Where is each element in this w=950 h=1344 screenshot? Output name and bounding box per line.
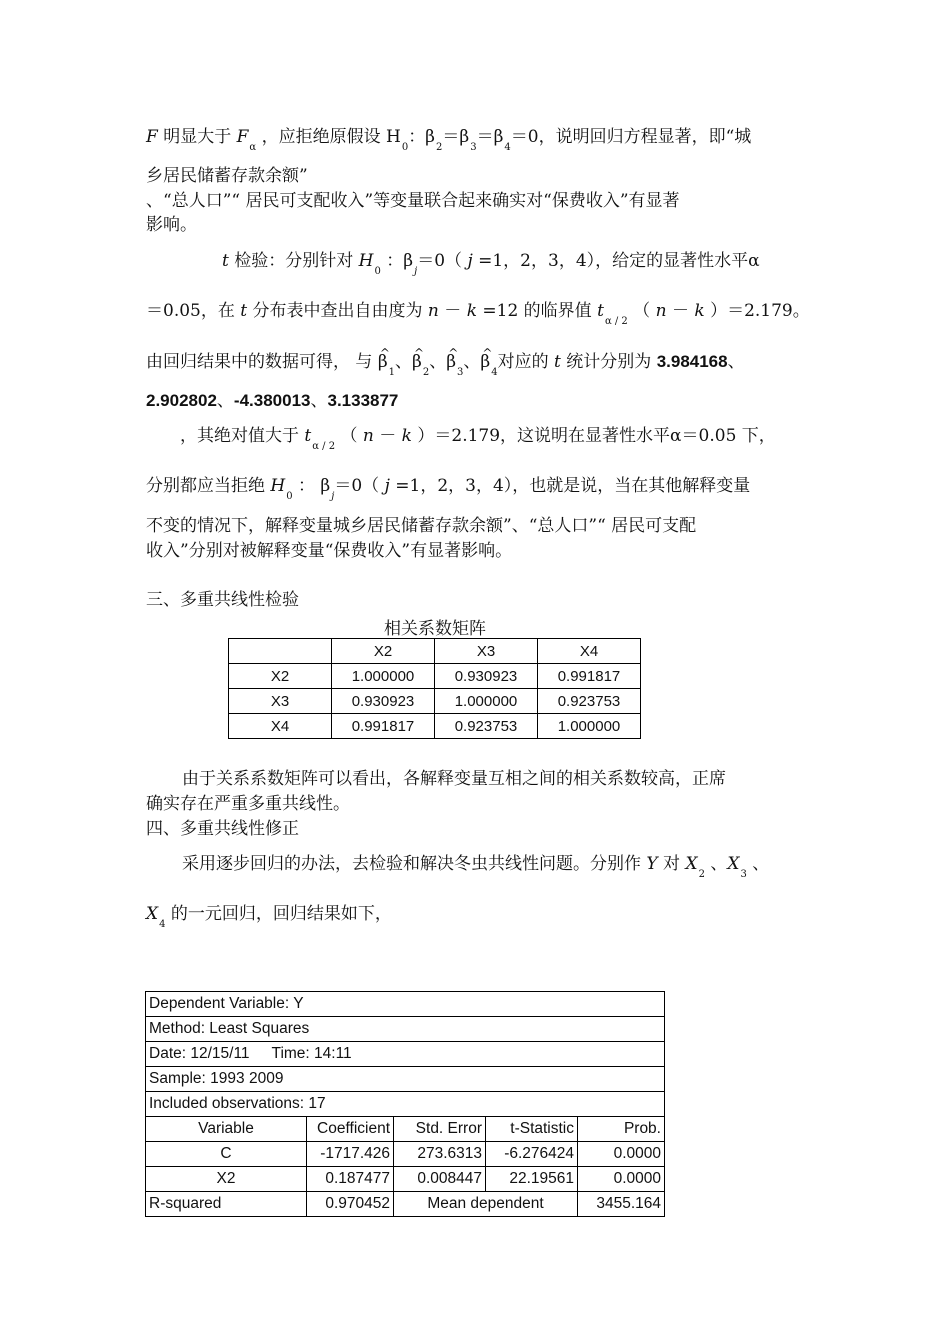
table-cell: 0.991817 [538,664,641,689]
para2-line2: ＝0.05，在 t 分布表中查出自由度为 n － k =12 的临界值 $t_{\alpha / 2}$ （ n － k ）＝2.179。 [146,301,810,327]
para2-line3: 由回归结果中的数据可得， 与 ^ $\beta_1$、^ $\beta_2$、^ $\beta_3$、^ $\beta_4$对应的 t 统计分别为 3.984168、 [146,351,810,384]
table-cell: X2 [229,664,332,689]
table-row [146,1142,665,1167]
para1-line4: 影响。 [146,215,197,235]
sample-cell: Sample: 1993 2009 [146,1067,665,1092]
table-header-row [229,639,641,664]
section3-para-line2: 确实存在严重多重共线性。 [146,794,350,814]
header-cell: Coefficient [307,1117,394,1142]
table-cell: 0.187477 [307,1167,394,1192]
para1-line1: F 明显大于 $F_\alpha$ ，应拒绝原假设 $H_0$：$\beta_2=\beta_3=\beta_4=0$，说明回归方程显著，即“城 [146,127,752,153]
header-cell: t-Statistic [486,1117,578,1142]
table-cell: -6.276424 [486,1142,578,1167]
para2-line1: t 检验：分别针对 $H_0$ ：$\beta_j=0$（ j =1，2，3，4），给定的显著性水平α [222,251,760,277]
table-row [146,1067,665,1092]
para1-line3: 、“总人口”“ 居民可支配收入”等变量联合起来确实对“保费收入”有显著 [146,191,680,211]
section4-title: 四、多重共线性修正 [146,819,299,839]
mean-dependent-label: Mean dependent [394,1192,578,1217]
table-row [146,1042,665,1067]
method-cell: Method: Least Squares [146,1017,665,1042]
table-row [229,664,641,689]
para2-line4: 2.902802、-4.380013、3.133877 [146,391,399,411]
header-cell: X4 [538,639,641,664]
correlation-matrix-table [228,638,641,739]
table-cell: 1.000000 [538,714,641,739]
table-cell: 0.991817 [332,714,435,739]
observations-cell: Included observations: 17 [146,1092,665,1117]
table-cell: 273.6313 [394,1142,486,1167]
table-row [146,992,665,1017]
r-squared-label: R-squared [146,1192,307,1217]
para1-line2: 乡居民储蓄存款余额” [146,166,308,186]
section4-para-line1: 采用逐步回归的办法，去检验和解决冬虫共线性问题。分别作 Y 对 $X_2$ 、$X_3$ 、 [182,854,770,880]
para2-line5: ，其绝对值大于 $t_{\alpha / 2}$ （ n － k ）＝2.179，这说明在显著性水平α＝0.05 下， [180,426,776,452]
header-cell: X3 [435,639,538,664]
section3-title: 三、多重共线性检验 [146,590,299,610]
table-cell: X4 [229,714,332,739]
table-row [229,689,641,714]
table-row [146,1092,665,1117]
table-cell: 0.930923 [435,664,538,689]
mean-dependent-value: 3455.164 [578,1192,665,1217]
header-cell: Variable [146,1117,307,1142]
table-cell: X3 [229,689,332,714]
para2-line6: 分别都应当拒绝 $H_0$ ： $\beta_j=0$（ j =1，2，3，4），也就是说，当在其他解释变量 [146,476,751,502]
dependent-variable-cell: Dependent Variable: Y [146,992,665,1017]
table-cell: 0.0000 [578,1167,665,1192]
table-row [146,1192,665,1217]
table-cell: 0.008447 [394,1167,486,1192]
section4-para-line2: $X_4$ 的一元回归，回归结果如下， [146,904,392,930]
header-cell: Std. Error [394,1117,486,1142]
table-cell: 0.923753 [538,689,641,714]
table-row [146,1167,665,1192]
para2-line7: 不变的情况下，解释变量城乡居民储蓄存款余额”、“总人口”“ 居民可支配 [146,516,697,536]
table-row [229,714,641,739]
table-cell: 0.923753 [435,714,538,739]
table-header-row [146,1117,665,1142]
table-caption: 相关系数矩阵 [384,619,486,639]
section3-para-line1: 由于关系系数矩阵可以看出，各解释变量互相之间的相关系数较高，正席 [182,769,726,789]
header-cell: Prob. [578,1117,665,1142]
table-cell: X2 [146,1167,307,1192]
table-cell: C [146,1142,307,1167]
table-cell: -1717.426 [307,1142,394,1167]
header-cell: X2 [332,639,435,664]
table-cell: 1.000000 [435,689,538,714]
header-cell [229,639,332,664]
table-cell: 1.000000 [332,664,435,689]
date-time-cell: Date: 12/15/11 Time: 14:11 [146,1042,665,1067]
table-cell: 0.930923 [332,689,435,714]
table-row [146,1017,665,1042]
r-squared-value: 0.970452 [307,1192,394,1217]
para2-line8: 收入”分别对被解释变量“保费收入”有显著影响。 [146,541,513,561]
table-cell: 22.19561 [486,1167,578,1192]
table-cell: 0.0000 [578,1142,665,1167]
regression-output-table [145,991,665,1217]
